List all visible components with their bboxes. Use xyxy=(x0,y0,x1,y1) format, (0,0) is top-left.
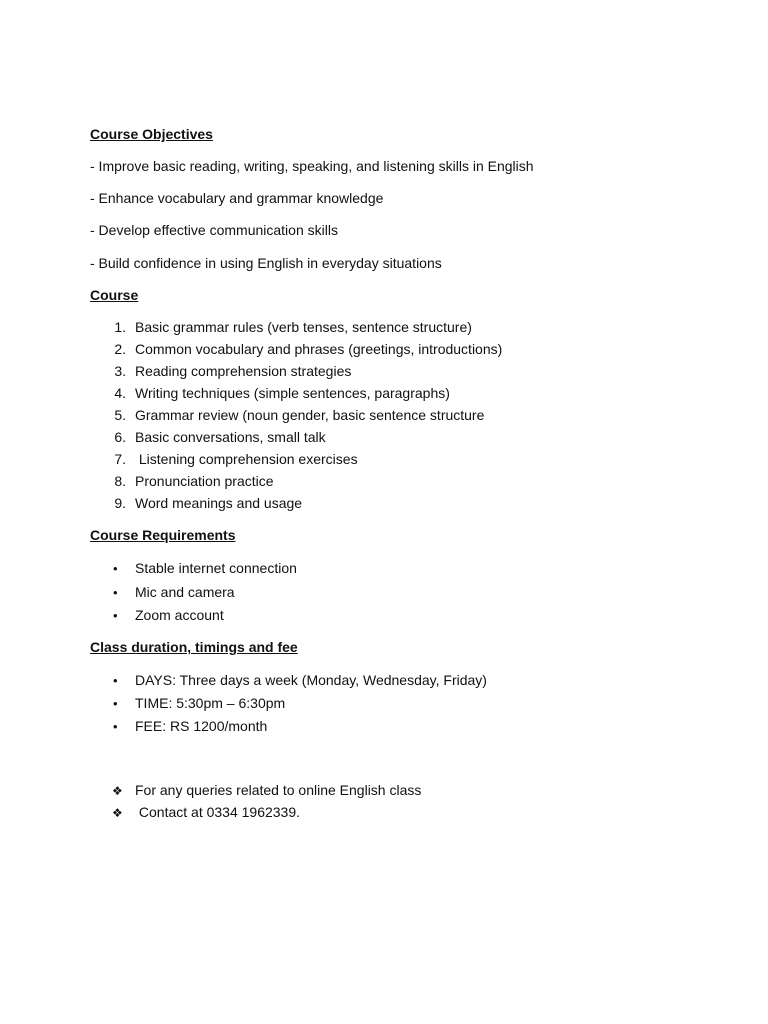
course-list-item xyxy=(110,429,326,445)
course-list-item xyxy=(110,363,351,379)
list-item-text: Basic conversations, small talk xyxy=(135,429,326,445)
requirement-item xyxy=(110,560,297,576)
list-item-text: TIME: 5:30pm – 6:30pm xyxy=(135,695,286,711)
requirements-heading: Course Requirements xyxy=(90,527,236,543)
list-item-text: Zoom account xyxy=(135,607,224,623)
list-number: 6. xyxy=(114,429,126,445)
list-item-text: Basic grammar rules (verb tenses, sentence structure) xyxy=(135,319,472,335)
bullet-icon: • xyxy=(113,673,118,688)
list-number: 4. xyxy=(114,385,126,401)
course-list-item xyxy=(110,495,302,511)
list-item-text: Writing techniques (simple sentences, paragraphs) xyxy=(135,385,450,401)
course-list-item xyxy=(110,473,274,489)
bullet-icon: • xyxy=(113,561,118,576)
diamond-bullet-icon: ❖ xyxy=(112,806,123,820)
list-number: 1. xyxy=(114,319,126,335)
list-item-text: FEE: RS 1200/month xyxy=(135,718,268,734)
schedule-heading: Class duration, timings and fee xyxy=(90,639,298,655)
course-list-item xyxy=(110,385,450,401)
list-item-text: For any queries related to online English class xyxy=(135,782,422,798)
list-item-text: Common vocabulary and phrases (greetings, introductions) xyxy=(135,341,503,357)
list-item-text: Word meanings and usage xyxy=(135,495,303,511)
bullet-icon: • xyxy=(113,585,118,600)
bullet-icon: • xyxy=(113,696,118,711)
diamond-bullet-icon: ❖ xyxy=(112,784,123,798)
list-item-text: Listening comprehension exercises xyxy=(135,451,358,467)
course-heading: Course xyxy=(90,287,139,303)
contact-item xyxy=(110,804,300,820)
objective-item: - Develop effective communication skills xyxy=(90,222,338,238)
list-item-text: Stable internet connection xyxy=(135,560,297,576)
list-item-text: Reading comprehension strategies xyxy=(135,363,352,379)
list-number: 2. xyxy=(114,341,126,357)
course-list-item xyxy=(110,341,502,357)
schedule-item xyxy=(110,695,285,711)
objective-item: - Build confidence in using English in everyday situations xyxy=(90,255,442,271)
list-number: 9. xyxy=(114,495,126,511)
contact-item xyxy=(110,782,421,798)
list-number: 3. xyxy=(114,363,126,379)
course-list-item xyxy=(110,407,484,423)
objective-item: - Improve basic reading, writing, speaking, and listening skills in English xyxy=(90,158,534,174)
bullet-icon: • xyxy=(113,719,118,734)
list-item-text: DAYS: Three days a week (Monday, Wednesday, Friday) xyxy=(135,672,487,688)
course-list-item xyxy=(110,451,358,467)
bullet-icon: • xyxy=(113,608,118,623)
list-item-text: Contact at 0334 1962339. xyxy=(135,804,301,820)
objective-item: - Enhance vocabulary and grammar knowledge xyxy=(90,190,384,206)
list-item-text: Mic and camera xyxy=(135,584,235,600)
list-number: 5. xyxy=(114,407,126,423)
schedule-item xyxy=(110,672,487,688)
list-number: 8. xyxy=(114,473,126,489)
list-item-text: Pronunciation practice xyxy=(135,473,274,489)
objectives-heading: Course Objectives xyxy=(90,126,213,142)
course-list-item xyxy=(110,319,472,335)
list-item-text: Grammar review (noun gender, basic sentence structure xyxy=(135,407,485,423)
schedule-item xyxy=(110,718,267,734)
requirement-item xyxy=(110,607,224,623)
requirement-item xyxy=(110,584,235,600)
list-number: 7. xyxy=(114,451,126,467)
